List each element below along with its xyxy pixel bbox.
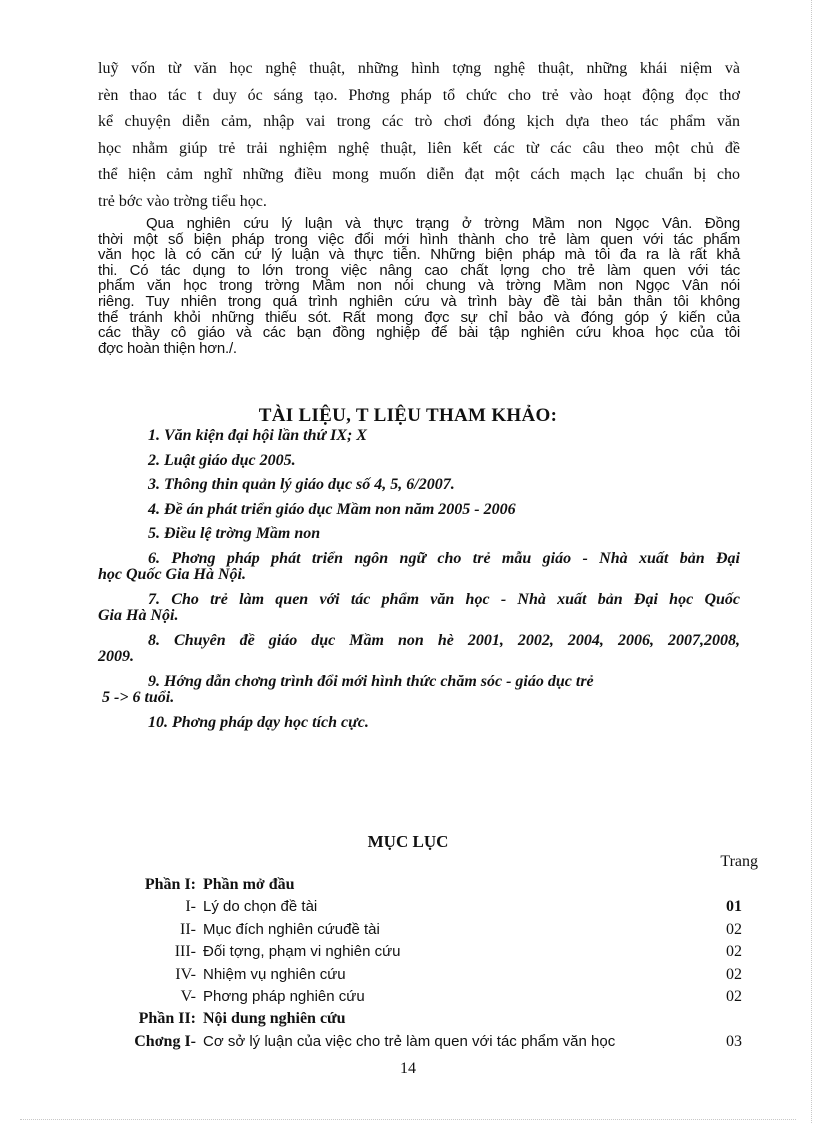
reference-text: 4. Đề án phát triển giáo dục Mầm non năm 2005 - 2006: [148, 500, 516, 518]
toc-title: Phần mở đầu: [203, 876, 295, 893]
toc-page: 02: [726, 965, 742, 983]
reference-item: [98, 477, 740, 494]
toc-page: 01: [726, 898, 742, 916]
reference-text: 2. Luật giáo dục 2005.: [148, 451, 296, 469]
text-line: thi. Có tác dụng to lớn trong việc nâng cao chất lợng cho trẻ làm quen với tác: [98, 261, 740, 279]
text-line: thể tránh khỏi những thiếu sót. Rất mong đợc sự chỉ bảo và đóng góp ý kiến của: [98, 308, 740, 326]
reference-text: 1. Văn kiện đại hội lần thứ IX; X: [148, 427, 367, 444]
text-line: Qua nghiên cứu lý luận và thực trạng ở trờng Mầm non Ngọc Vân. Đồng: [146, 215, 740, 232]
reference-text-continued: 5 -> 6 tuổi.: [102, 689, 175, 706]
text-line: rèn thao tác t duy óc sáng tạo. Phơng pháp tổ chức cho trẻ vào hoạt động đọc thơ: [98, 86, 740, 104]
toc-page: 02: [726, 987, 742, 1005]
toc-row: [98, 964, 758, 986]
reference-text: 3. Thông thin quản lý giáo dục số 4, 5, 6/2007.: [148, 476, 455, 493]
toc-page-header: Trang: [720, 853, 758, 870]
toc-number: V-: [180, 987, 196, 1005]
reference-text: 8. Chuyên đề giáo dục Mầm non hè 2001, 2002, 2004, 2006, 2007,2008,: [148, 631, 740, 649]
toc-heading: MỤC LỤC: [367, 832, 449, 851]
text-line: trẻ bớc vào trờng tiểu học.: [98, 192, 267, 210]
toc-title: Lý do chọn đề tài: [203, 898, 318, 916]
text-line: phẩm văn học trong trờng Mầm non nói chung và trờng Mầm non Ngọc Vân nói: [98, 277, 740, 295]
toc-number: Phần II:: [138, 1010, 196, 1028]
reference-item: [98, 428, 740, 445]
toc-title: Nhiệm vụ nghiên cứu: [203, 965, 346, 983]
toc-number: Chơng I-: [134, 1032, 196, 1050]
toc-title: Mục đích nghiên cứuđề tài: [203, 920, 380, 938]
toc-number: II-: [180, 920, 196, 938]
reference-item: [98, 526, 740, 543]
reference-item: [98, 592, 740, 625]
references-heading: TÀI LIỆU, T LIỆU THAM KHẢO:: [258, 405, 558, 426]
toc-title: Nội dung nghiên cứu: [203, 1010, 346, 1028]
toc-row: [98, 874, 758, 896]
reference-text-continued: Gia Hà Nội.: [98, 607, 179, 624]
toc-page: 02: [726, 920, 742, 938]
paragraph-conclusion: [98, 216, 740, 356]
text-line: văn học là có căn cứ lý luận và thực tiễn. Những biện pháp mà tôi đa ra là rất khả: [98, 246, 740, 264]
reference-item: [98, 502, 740, 519]
text-line: riêng. Tuy nhiên trong quá trình nghiên cứu và trình bày đề tài bản thân tôi không: [98, 292, 740, 310]
page-edge-divider: [811, 0, 812, 1123]
toc-row: [98, 986, 758, 1008]
toc-number: Phần I:: [144, 876, 196, 893]
toc-page: 03: [726, 1032, 742, 1050]
text-line: thời một số biện pháp trong việc đổi mới hình thành cho trẻ làm quen với tác phẩm: [98, 230, 740, 248]
text-line: kể chuyện diễn cảm, nhập vai trong các trò chơi đóng kịch dựa theo tác phẩm văn: [98, 113, 740, 130]
toc-number: IV-: [175, 965, 196, 983]
toc-row: [98, 896, 758, 918]
reference-item: [98, 453, 740, 470]
toc-row: [98, 1031, 758, 1053]
toc-title: Cơ sở lý luận của việc cho trẻ làm quen với tác phẩm văn học: [203, 1032, 616, 1050]
reference-text: 7. Cho trẻ làm quen với tác phẩm văn học - Nhà xuất bản Đại học Quốc: [148, 590, 740, 608]
reference-item: [98, 715, 740, 732]
reference-text-continued: 2009.: [98, 648, 134, 665]
toc-title: Đối tợng, phạm vi nghiên cứu: [203, 943, 401, 961]
reference-text: 6. Phơng pháp phát triển ngôn ngữ cho trẻ mẫu giáo - Nhà xuất bản Đại: [148, 549, 740, 567]
page-number: 14: [400, 1060, 416, 1077]
toc-number: I-: [185, 898, 196, 916]
reference-text: 10. Phơng pháp dạy học tích cực.: [148, 713, 369, 731]
toc-row: [98, 941, 758, 963]
paragraph-continuation: [98, 56, 740, 215]
text-line: học nhằm giúp trẻ trải nghiệm nghệ thuật, liên kết các từ các câu theo một chủ đề: [98, 139, 740, 157]
text-line: luỹ vốn từ văn học nghệ thuật, những hình tợng nghệ thuật, những khái niệm và: [98, 60, 740, 77]
reference-item: [98, 674, 740, 707]
reference-text: 9. Hớng dẫn chơng trình đổi mới hình thức chăm sóc - giáo dục trẻ: [148, 672, 594, 690]
page-edge-divider: [20, 1119, 796, 1120]
text-line: thể hiện cảm nghĩ những điều mong muốn diễn đạt một cách mạch lạc chuẩn bị cho: [98, 166, 740, 183]
toc-row: [98, 1008, 758, 1030]
toc-title: Phơng pháp nghiên cứu: [203, 987, 365, 1005]
toc-page: 02: [726, 943, 742, 961]
text-line: đợc hoàn thiện hơn./.: [98, 339, 237, 357]
toc-number: III-: [174, 943, 196, 961]
reference-text-continued: học Quốc Gia Hà Nội.: [98, 566, 246, 583]
toc-row: [98, 919, 758, 941]
text-line: các thầy cô giáo và các bạn đồng nghiệp để bài tập nghiên cứu khoa học của tôi: [98, 324, 740, 342]
references-list: [98, 428, 740, 739]
reference-item: [98, 633, 740, 666]
reference-item: [98, 551, 740, 584]
reference-text: 5. Điều lệ trờng Mầm non: [148, 525, 321, 542]
table-of-contents: [98, 874, 758, 1053]
